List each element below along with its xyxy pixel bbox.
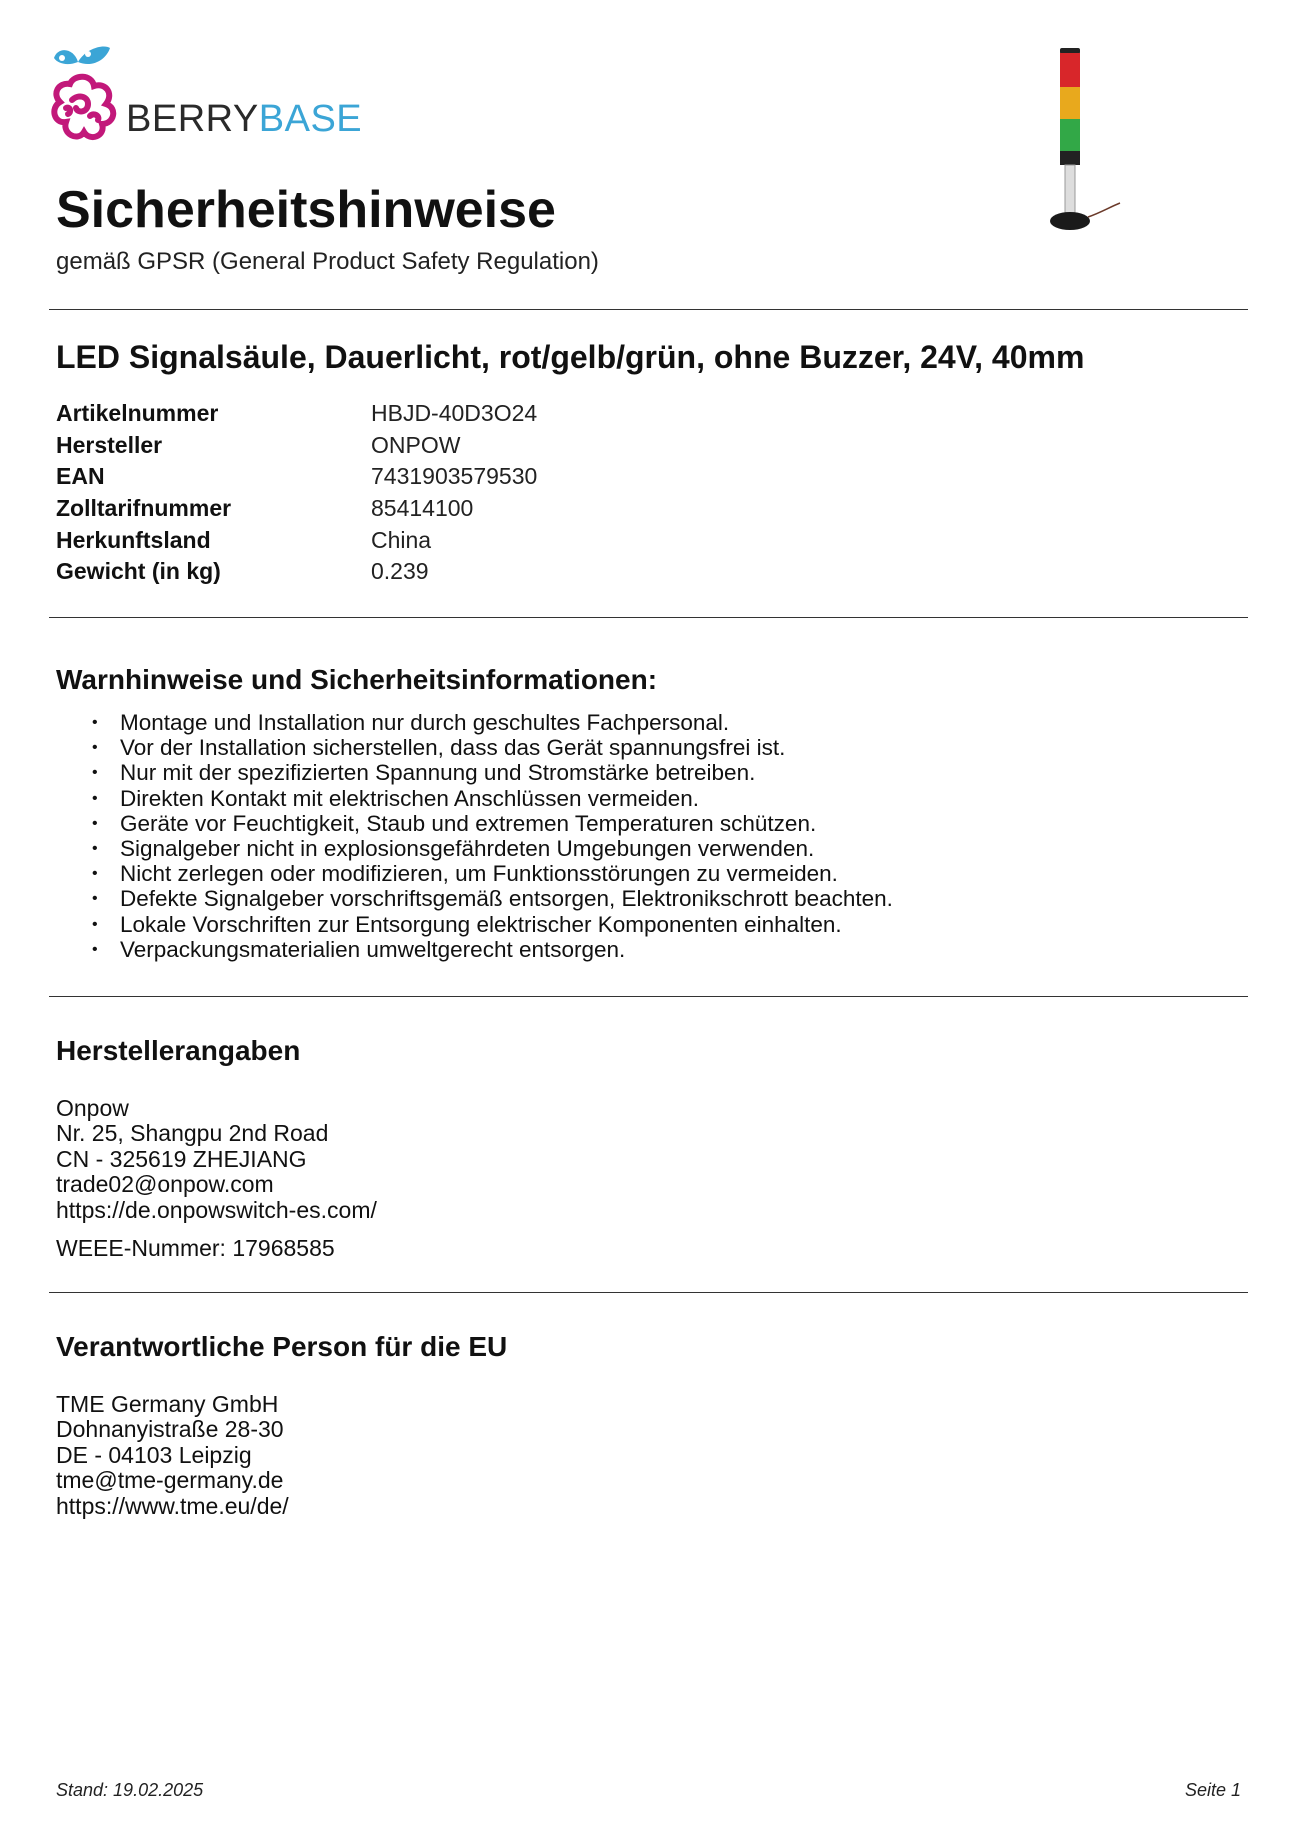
warning-item: • Nur mit der spezifizierten Spannung und Stromstärke betreiben. bbox=[92, 760, 893, 785]
spec-label: Herkunftsland bbox=[56, 526, 211, 553]
eu-company-name: TME Germany GmbH bbox=[56, 1391, 279, 1417]
spec-value: HBJD-40D3O24 bbox=[371, 400, 538, 427]
spec-value: 7431903579530 bbox=[371, 463, 538, 490]
berrybase-wordmark: BERRYBASE bbox=[126, 98, 363, 140]
spec-row bbox=[56, 461, 537, 493]
spec-row bbox=[56, 493, 537, 525]
warning-item: • Nicht zerlegen oder modifizieren, um Funktionsstörungen zu vermeiden. bbox=[92, 861, 893, 886]
warnings-list bbox=[92, 710, 893, 962]
eu-email: tme@tme-germany.de bbox=[56, 1467, 284, 1494]
eu-responsible-heading: Verantwortliche Person für die EU bbox=[56, 1331, 508, 1362]
product-specs-table bbox=[56, 398, 537, 588]
manufacturer-address bbox=[56, 1096, 377, 1223]
eu-responsible-address bbox=[56, 1392, 289, 1519]
warning-item: • Lokale Vorschriften zur Entsorgung elektrischer Komponenten einhalten. bbox=[92, 912, 893, 937]
weee-number: WEEE-Nummer: 17968585 bbox=[56, 1235, 335, 1261]
spec-row bbox=[56, 556, 537, 588]
warning-item: • Montage und Installation nur durch geschultes Fachpersonal. bbox=[92, 710, 893, 735]
spec-label: Zolltarifnummer bbox=[56, 495, 232, 522]
spec-row bbox=[56, 430, 537, 462]
spec-label: Hersteller bbox=[56, 431, 163, 458]
spec-label: Gewicht (in kg) bbox=[56, 558, 221, 585]
divider bbox=[49, 1292, 1248, 1293]
spec-value: 85414100 bbox=[371, 495, 474, 522]
eu-city: DE - 04103 Leipzig bbox=[56, 1441, 252, 1468]
document-title: Sicherheitshinweise bbox=[56, 181, 556, 239]
spec-label: Artikelnummer bbox=[56, 400, 219, 427]
manufacturer-name: Onpow bbox=[56, 1095, 129, 1121]
manufacturer-website: https://de.onpowswitch-es.com/ bbox=[56, 1196, 377, 1223]
footer-page-number: Seite 1 bbox=[1184, 1780, 1241, 1800]
berrybase-logo bbox=[48, 42, 363, 162]
warnings-heading: Warnhinweise und Sicherheitsinformationen: bbox=[56, 664, 658, 695]
berrybase-logo-icon bbox=[48, 42, 128, 157]
spec-value: 0.239 bbox=[371, 558, 429, 585]
spec-row bbox=[56, 524, 537, 556]
warning-item: • Vor der Installation sicherstellen, dass das Gerät spannungsfrei ist. bbox=[92, 735, 893, 760]
warning-item: • Direkten Kontakt mit elektrischen Anschlüssen vermeiden. bbox=[92, 786, 893, 811]
divider bbox=[49, 617, 1248, 618]
spec-value: ONPOW bbox=[371, 431, 461, 458]
divider bbox=[49, 309, 1248, 310]
manufacturer-email: trade02@onpow.com bbox=[56, 1171, 274, 1198]
manufacturer-street: Nr. 25, Shangpu 2nd Road bbox=[56, 1120, 329, 1147]
warning-item: • Signalgeber nicht in explosionsgefährdeten Umgebungen verwenden. bbox=[92, 836, 893, 861]
warning-item: • Defekte Signalgeber vorschriftsgemäß entsorgen, Elektronikschrott beachten. bbox=[92, 886, 893, 911]
eu-street: Dohnanyistraße 28-30 bbox=[56, 1416, 284, 1443]
signal-tower-image bbox=[1040, 45, 1140, 235]
warning-item: • Verpackungsmaterialien umweltgerecht entsorgen. bbox=[92, 937, 893, 962]
divider bbox=[49, 996, 1248, 997]
eu-website: https://www.tme.eu/de/ bbox=[56, 1492, 289, 1519]
manufacturer-city: CN - 325619 ZHEJIANG bbox=[56, 1145, 307, 1172]
document-subtitle: gemäß GPSR (General Product Safety Regulation) bbox=[56, 248, 599, 275]
footer-date: Stand: 19.02.2025 bbox=[56, 1780, 204, 1800]
spec-row bbox=[56, 398, 537, 430]
manufacturer-heading: Herstellerangaben bbox=[56, 1035, 301, 1066]
spec-value: China bbox=[371, 526, 432, 553]
spec-label: EAN bbox=[56, 463, 105, 490]
warning-item: • Geräte vor Feuchtigkeit, Staub und extremen Temperaturen schützen. bbox=[92, 811, 893, 836]
product-name: LED Signalsäule, Dauerlicht, rot/gelb/grün, ohne Buzzer, 24V, 40mm bbox=[56, 339, 1085, 375]
